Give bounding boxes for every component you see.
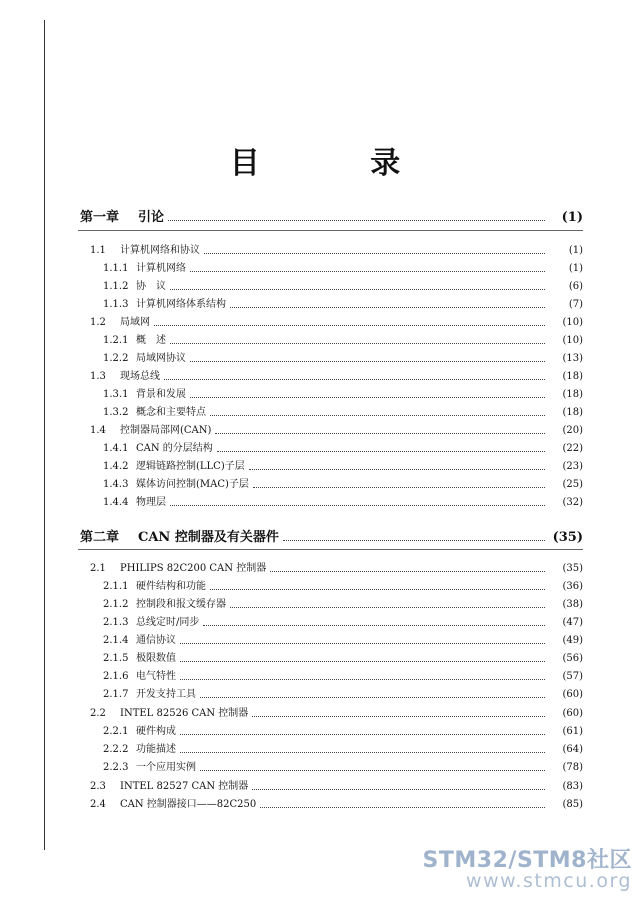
toc-entry-title: INTEL 82526 CAN 控制器 (120, 708, 249, 719)
dot-leader (180, 643, 545, 644)
dot-leader (190, 271, 545, 272)
dot-leader (168, 220, 545, 221)
dot-leader (270, 571, 545, 572)
dot-leader (204, 253, 545, 254)
toc-entry-title: 开发支持工具 (136, 689, 196, 700)
toc-subsection-row[interactable] (103, 652, 583, 666)
toc-entry-title: 物理层 (136, 497, 166, 508)
toc-entry-number: 1.4.3 (103, 479, 129, 490)
toc-subsection-row[interactable] (103, 496, 583, 510)
toc-entry-title: 媒体访问控制(MAC)子层 (136, 479, 249, 490)
toc-page-number: (47) (562, 617, 583, 628)
toc-entry-number: 1.2.2 (103, 353, 129, 364)
dot-leader (210, 415, 545, 416)
toc-entry-number: 1.2.1 (103, 335, 129, 346)
toc-page-number: (6) (568, 281, 583, 292)
toc-entry-title: 电气特性 (136, 671, 176, 682)
toc-page-number: (22) (562, 443, 583, 454)
toc-entry-number: 1.4.1 (103, 443, 129, 454)
toc-subsection-row[interactable] (103, 580, 583, 594)
toc-entry-number: 2.2.1 (103, 726, 129, 737)
page-title: 目 录 (229, 146, 451, 181)
toc-subsection-row[interactable] (103, 352, 583, 366)
toc-page-number: (32) (562, 497, 583, 508)
toc-entry-title: 控制器局部网(CAN) (120, 425, 212, 436)
toc-subsection-row[interactable] (103, 442, 583, 456)
toc-section-row[interactable] (90, 780, 583, 794)
toc-section-row[interactable] (90, 562, 583, 576)
toc-section-row[interactable] (90, 707, 583, 721)
toc-page-number: (23) (562, 461, 583, 472)
toc-entry-title: 协 议 (136, 281, 166, 292)
toc-page-number: (25) (562, 479, 583, 490)
toc-page-number: (20) (562, 425, 583, 436)
toc-entry-title: 极限数值 (136, 653, 176, 664)
toc-section-row[interactable] (90, 244, 583, 258)
toc-section-row[interactable] (90, 370, 583, 384)
toc-entry-number: 2.1.5 (103, 653, 129, 664)
toc-entry-title: INTEL 82527 CAN 控制器 (120, 781, 249, 792)
toc-entry-number: 1.3.1 (103, 389, 129, 400)
toc-entry-title: 局域网 (120, 317, 150, 328)
dot-leader (253, 487, 545, 488)
dot-leader (252, 716, 545, 717)
toc-entry-title: 硬件构成 (136, 726, 176, 737)
toc-entry-title: 逻辑链路控制(LLC)子层 (136, 461, 245, 472)
toc-page-number: (10) (562, 317, 583, 328)
toc-page-number: (85) (562, 799, 583, 810)
toc-subsection-row[interactable] (103, 280, 583, 294)
toc-page-number: (18) (562, 407, 583, 418)
dot-leader (215, 433, 545, 434)
toc-entry-title: 计算机网络和协议 (120, 245, 200, 256)
toc-page-number: (49) (562, 635, 583, 646)
dot-leader (217, 451, 545, 452)
toc-entry-number: 1.1.1 (103, 263, 129, 274)
toc-subsection-row[interactable] (103, 743, 583, 757)
toc-page-number: (57) (562, 671, 583, 682)
toc-entry-title: 概 述 (136, 335, 166, 346)
dot-leader (252, 789, 545, 790)
toc-page-number: (7) (568, 299, 583, 310)
toc-entry-title: 局域网协议 (136, 353, 186, 364)
toc-subsection-row[interactable] (103, 334, 583, 348)
toc-subsection-row[interactable] (103, 670, 583, 684)
toc-entry-title: 总线定时/同步 (136, 617, 200, 628)
toc-entry-number: 1.1.2 (103, 281, 129, 292)
dot-leader (283, 540, 545, 541)
dot-leader (170, 289, 545, 290)
toc-entry-title: 概念和主要特点 (136, 407, 206, 418)
toc-entry-title: 计算机网络体系结构 (136, 299, 226, 310)
toc-page-number: (60) (562, 689, 583, 700)
toc-page-number: (10) (562, 335, 583, 346)
watermark (423, 849, 632, 892)
dot-leader (190, 397, 545, 398)
toc-subsection-row[interactable] (103, 298, 583, 312)
toc-page-number: (35) (552, 530, 583, 545)
toc-subsection-row[interactable] (103, 478, 583, 492)
toc-entry-title: 现场总线 (120, 371, 160, 382)
dot-leader (200, 697, 545, 698)
toc-entry-title: 引论 (138, 210, 165, 225)
toc-entry-number: 2.1 (90, 563, 106, 574)
toc-entry-number: 2.1.3 (103, 617, 129, 628)
toc-entry-number: 2.2 (90, 708, 106, 719)
toc-subsection-row[interactable] (103, 598, 583, 612)
toc-entry-title: 计算机网络 (136, 263, 186, 274)
dot-leader (180, 661, 545, 662)
toc-page-number: (1) (568, 245, 583, 256)
dot-leader (230, 607, 545, 608)
toc-page-number: (1) (561, 210, 583, 225)
toc-entry-title: PHILIPS 82C200 CAN 控制器 (120, 563, 267, 574)
toc-entry-title: 背景和发展 (136, 389, 186, 400)
toc-page-number: (38) (562, 599, 583, 610)
dot-leader (230, 307, 545, 308)
toc-page-number: (78) (562, 762, 583, 773)
toc-chapter-row[interactable] (80, 209, 583, 227)
toc-entry-number: 2.1.4 (103, 635, 129, 646)
toc-entry-number: 1.3 (90, 371, 106, 382)
toc-section-row[interactable] (90, 424, 583, 438)
toc-subsection-row[interactable] (103, 406, 583, 420)
dot-leader (249, 469, 545, 470)
toc-subsection-row[interactable] (103, 688, 583, 702)
dot-leader (180, 752, 545, 753)
toc-entry-title: 硬件结构和功能 (136, 581, 206, 592)
toc-entry-number: 2.2.2 (103, 744, 129, 755)
toc-entry-number: 2.3 (90, 781, 106, 792)
toc-entry-number: 第二章 (80, 530, 120, 545)
toc-subsection-row[interactable] (103, 616, 583, 630)
toc-page-number: (18) (562, 389, 583, 400)
toc-entry-number: 2.1.1 (103, 581, 129, 592)
dot-leader (200, 770, 545, 771)
toc-entry-number: 1.2 (90, 317, 106, 328)
toc-subsection-row[interactable] (103, 634, 583, 648)
toc-page-number: (36) (562, 581, 583, 592)
toc-page-number: (13) (562, 353, 583, 364)
toc-entry-title: 功能描述 (136, 744, 176, 755)
dot-leader (210, 589, 545, 590)
toc-page-number: (60) (562, 708, 583, 719)
toc-subsection-row[interactable] (103, 725, 583, 739)
toc-entry-title: 控制段和报文缓存器 (136, 599, 226, 610)
toc-entry-number: 1.1.3 (103, 299, 129, 310)
dot-leader (190, 361, 545, 362)
toc-entry-number: 2.1.2 (103, 599, 129, 610)
toc-entry-title: CAN 的分层结构 (136, 443, 213, 454)
toc-page-number: (61) (562, 726, 583, 737)
toc-entry-title: 一个应用实例 (136, 762, 196, 773)
dot-leader (164, 379, 545, 380)
dot-leader (180, 679, 545, 680)
dot-leader (180, 734, 545, 735)
toc-entry-title: 通信协议 (136, 635, 176, 646)
toc-entry-title: CAN 控制器及有关器件 (138, 530, 279, 545)
dot-leader (154, 325, 545, 326)
toc-subsection-row[interactable] (103, 761, 583, 775)
toc-section-row[interactable] (90, 798, 583, 812)
toc-entry-number: 1.4 (90, 425, 106, 436)
toc-chapter-row[interactable] (80, 529, 583, 547)
toc-page-number: (18) (562, 371, 583, 382)
toc-entry-number: 2.1.6 (103, 671, 129, 682)
toc-page-number: (56) (562, 653, 583, 664)
toc-page-number: (35) (562, 563, 583, 574)
dot-leader (203, 625, 545, 626)
toc-entry-number: 2.2.3 (103, 762, 129, 773)
toc-page-number: (83) (562, 781, 583, 792)
toc-subsection-row[interactable] (103, 460, 583, 474)
toc-entry-number: 2.4 (90, 799, 106, 810)
toc-entry-number: 2.1.7 (103, 689, 129, 700)
watermark-url: www.stmcu.org (466, 870, 632, 893)
toc-entry-number: 第一章 (80, 210, 120, 225)
toc-entry-title: CAN 控制器接口——82C250 (120, 799, 257, 810)
dot-leader (170, 343, 545, 344)
toc-entry-number: 1.4.2 (103, 461, 129, 472)
toc-page-number: (64) (562, 744, 583, 755)
toc-entry-number: 1.1 (90, 245, 106, 256)
watermark-title: STM32/STM8社区 (422, 847, 632, 873)
toc-subsection-row[interactable] (103, 388, 583, 402)
dot-leader (170, 505, 545, 506)
toc-subsection-row[interactable] (103, 262, 583, 276)
dot-leader (260, 807, 545, 808)
toc-entry-number: 1.3.2 (103, 407, 129, 418)
toc-page-number: (1) (568, 263, 583, 274)
toc-section-row[interactable] (90, 316, 583, 330)
toc-entry-number: 1.4.4 (103, 497, 129, 508)
